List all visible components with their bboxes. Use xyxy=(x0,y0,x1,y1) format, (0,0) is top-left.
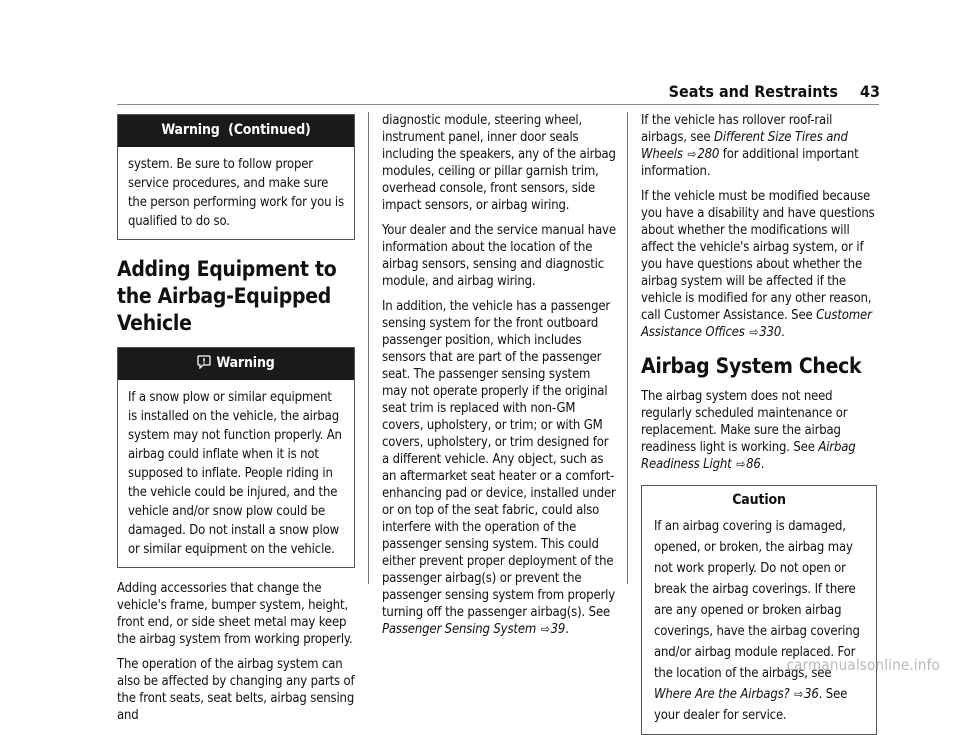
warning-box xyxy=(117,347,355,568)
paragraph: The operation of the airbag system can also be affected by changing any parts of the front seats, seat belts, airbag sensing and xyxy=(117,657,355,723)
cross-reference-link[interactable]: Passenger Sensing System xyxy=(382,622,537,637)
column-divider xyxy=(627,112,628,584)
page-arrow-icon: ⇨ xyxy=(736,457,746,471)
section-heading: Airbag System Check xyxy=(641,354,862,378)
section-title: Seats and Restraints xyxy=(668,82,838,101)
warning-continued-title: Warning (Continued) xyxy=(118,115,354,147)
column-1 xyxy=(117,114,355,732)
page-reference[interactable]: 330 xyxy=(759,325,782,340)
paragraph-text: In addition, the vehicle has a passenger sensing system for the front outboard passenger position, which includes sensors that are part of the passenger seat. The passenger sensing system may not operate properly if the original seat trim is replaced with non-GM covers, upholstery, or trim; or with GM covers, upholstery, or trim designed for a different vehicle. Any object, such as an aftermarket seat heater or a comfort-enhancing pad or device, installed under or on top of the seat fabric, could also interfere with the operation of the passenger sensing system. This could either prevent proper deployment of the passenger airbag(s) or prevent the passenger sensing system from properly turning off the passenger airbag(s). See xyxy=(382,299,616,620)
watermark-text: carmanualsonline.info xyxy=(786,656,940,674)
page-reference[interactable]: 86 xyxy=(746,457,761,472)
cross-reference-link[interactable]: Where Are the Airbags? xyxy=(654,687,790,702)
caution-box xyxy=(641,485,877,735)
running-header xyxy=(560,82,880,101)
paragraph: Your dealer and the service manual have information about the location of the airbag sensors, sensing and diagnostic module, and airbag wiring. xyxy=(382,223,616,289)
column-divider xyxy=(368,112,369,584)
warning-icon xyxy=(197,355,211,369)
page-arrow-icon: ⇨ xyxy=(749,325,759,339)
paragraph: diagnostic module, steering wheel, instrument panel, inner door seals including the speakers, any of the airbag modules, ceiling or pillar garnish trim, overhead console, front sensors, side impact sensors, or airbag wiring. xyxy=(382,113,616,213)
paragraph: If the vehicle must be modified because you have a disability and have questions about whether the modifications will affect the vehicle's airbag system, or if you have questions about whether the airbag system will be affected if the vehicle is modified for any other reason, call Customer Assistance. See Customer Assistance Offices ⇨330. xyxy=(641,189,875,340)
caution-text: If an airbag covering is damaged, opened, or broken, the airbag may not work properly. Do not open or break the airbag coverings. If there are any opened or broken airbag coverings, have the airbag covering and/or airbag module replaced. For the location of the airbags, see Where Are the Airbags? ⇨36. See your dealer for service. xyxy=(654,519,860,723)
page-arrow-icon: ⇨ xyxy=(687,147,697,161)
paragraph: Adding accessories that change the vehicle's frame, bumper system, height, front end, or side sheet metal may keep the airbag system from working properly. xyxy=(117,581,353,647)
cross-reference-link[interactable]: Different Size Tires and Wheels xyxy=(641,130,848,162)
page-reference[interactable]: 280 xyxy=(697,147,720,162)
watermark xyxy=(0,656,960,674)
warning-continued-box xyxy=(117,114,355,240)
warning-continued-text: system. Be sure to follow proper service procedures, and make sure the person performing work for you is qualified to do so. xyxy=(128,157,344,229)
column-2 xyxy=(382,112,616,646)
cross-reference-link[interactable]: Airbag Readiness Light xyxy=(641,440,856,472)
section-heading: Adding Equipment to the Airbag-Equipped Vehicle xyxy=(117,257,337,335)
page-arrow-icon: ⇨ xyxy=(540,622,550,636)
warning-text: If a snow plow or similar equipment is installed on the vehicle, the airbag system may not function properly. An airbag could inflate when it is not supposed to inflate. People riding in the vehicle could be injured, and the vehicle and/or snow plow could be damaged. Do not install a snow plow or similar equipment on the vehicle. xyxy=(128,390,342,557)
warning-title: Warning xyxy=(216,355,275,371)
caution-title: Caution xyxy=(732,492,786,508)
column-3 xyxy=(641,112,877,735)
page-reference[interactable]: 36 xyxy=(804,687,819,702)
paragraph: If the vehicle has rollover roof-rail airbags, see Different Size Tires and Wheels ⇨280 for additional important information. xyxy=(641,113,859,179)
page-number: 43 xyxy=(859,82,880,101)
cross-reference-link[interactable]: Customer Assistance Offices xyxy=(641,308,872,340)
paragraph: The airbag system does not need regularly scheduled maintenance or replacement. Make sure the airbag readiness light is working. See Airbag Readiness Light ⇨86. xyxy=(641,389,856,472)
page-arrow-icon: ⇨ xyxy=(794,687,804,701)
header-rule xyxy=(117,104,879,105)
warning-title-row xyxy=(118,348,354,380)
paragraph: In addition, the vehicle has a passenger sensing system for the front outboard passenger position, which includes sensors that are part of the passenger seat. The passenger sensing system may not operate properly if the original seat trim is replaced with non-GM covers, upholstery, or trim; or with GM covers, upholstery, or trim designed for a different vehicle. Any object, such as an aftermarket seat heater or a comfort-enhancing pad or device, installed under or on top of the seat fabric, could also interfere with the operation of the passenger sensing system. This could either prevent proper deployment of the passenger airbag(s) or prevent the passenger sensing system from properly turning off the passenger airbag(s). See Passenger Sensing System ⇨39. xyxy=(382,299,616,637)
page-reference[interactable]: 39 xyxy=(550,622,566,637)
